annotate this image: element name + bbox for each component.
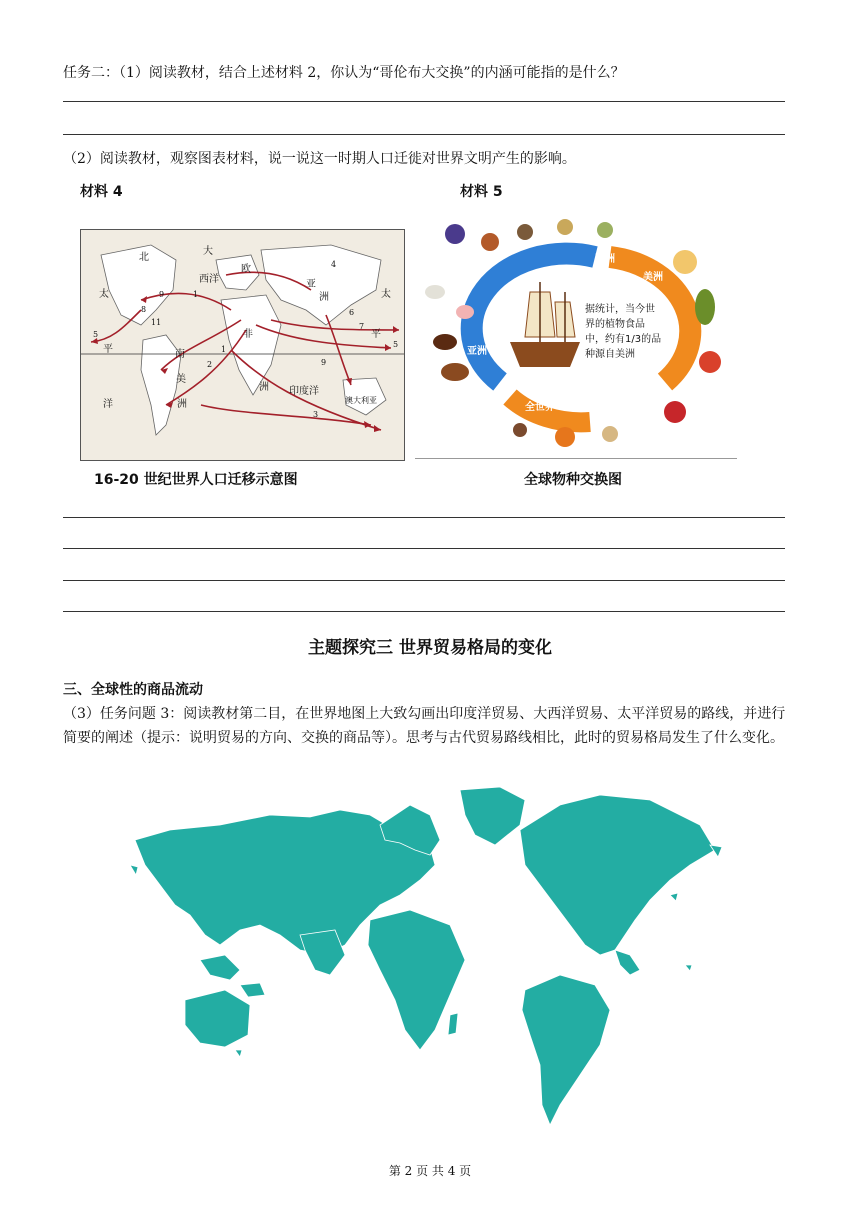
map-label: 大	[203, 246, 213, 257]
species-center-text: 据统计，当今世界的植物食品中，约有1/3的品种源自美洲	[585, 304, 662, 360]
material-4-caption: 16-20 世纪世界人口迁移示意图	[94, 472, 298, 488]
map-label: 1	[193, 290, 199, 299]
map-label: 平	[371, 329, 381, 340]
map-label: 北	[139, 252, 149, 263]
map-label: 8	[141, 305, 147, 314]
ring-label: 亚洲	[467, 346, 487, 357]
map-label: 3	[313, 410, 319, 419]
task-3-question: （3）任务问题 3：阅读教材第二目，在世界地图上大致勾画出印度洋贸易、大西洋贸易、太平洋贸易的路线，并进行简要的阐述（提示：说明贸易的方向、交换的商品等）。思考与古代贸易路线相比，此时的贸易格局发生了什么变化。	[63, 706, 786, 746]
map-label: 西洋	[199, 274, 219, 285]
map-label: 太	[381, 289, 391, 300]
map-label: 亚	[306, 279, 316, 290]
answer-line[interactable]	[63, 134, 785, 135]
map-label: 美	[176, 374, 186, 385]
species-exchange-graphic	[415, 212, 737, 458]
answer-line[interactable]	[63, 548, 785, 549]
map-label: 欧	[241, 264, 251, 275]
ring-label: 全世界	[525, 402, 555, 413]
map-label: 非	[243, 329, 253, 340]
task2-question-2: （2）阅读教材，观察图表材料，说一说这一时期人口迁徙对世界文明产生的影响。	[63, 151, 576, 167]
map-label: 6	[349, 308, 355, 317]
map-label: 洲	[259, 382, 269, 393]
ring-label: 非洲	[505, 378, 525, 389]
answer-line[interactable]	[63, 101, 785, 102]
material-5-label: 材料 5	[460, 184, 503, 200]
map-label: 5	[93, 330, 99, 339]
species-exchange-diagram	[415, 212, 737, 459]
map-label: 7	[359, 322, 365, 331]
page-number: 第 2 页 共 4 页	[388, 1164, 472, 1178]
ring-label: 欧洲	[595, 254, 615, 265]
answer-line[interactable]	[63, 580, 785, 581]
map-label: 11	[151, 318, 162, 327]
section-subtitle: 三、全球性的商品流动	[63, 682, 203, 698]
ring-label: 美洲	[643, 272, 663, 283]
map-label: 1	[221, 345, 227, 354]
map-label: 澳大利亚	[345, 396, 377, 405]
map-label: 9	[321, 358, 327, 367]
map-label: 太	[99, 289, 109, 300]
section-title: 主题探究三 世界贸易格局的变化	[308, 638, 552, 658]
world-map[interactable]	[130, 785, 730, 1130]
map-label: 印度洋	[289, 386, 319, 397]
map-label: 4	[331, 260, 337, 269]
answer-line[interactable]	[63, 611, 785, 612]
answer-line[interactable]	[63, 517, 785, 518]
task2-question-1: 任务二：（1）阅读教材，结合上述材料 2，你认为“哥伦布大交换”的内涵可能指的是什么？	[63, 65, 625, 81]
ship-icon	[510, 282, 580, 367]
map-label: 平	[103, 344, 113, 355]
material-5-caption: 全球物种交换图	[524, 472, 622, 488]
population-migration-map	[80, 229, 405, 461]
map-label: 5	[393, 340, 399, 349]
map-label: 洋	[103, 399, 113, 410]
map-label: 2	[207, 360, 213, 369]
map-label: 洲	[319, 292, 329, 303]
map-label: 9	[159, 290, 165, 299]
material-4-label: 材料 4	[80, 184, 123, 200]
map-label: 南	[175, 349, 185, 360]
map-label: 洲	[177, 399, 187, 410]
